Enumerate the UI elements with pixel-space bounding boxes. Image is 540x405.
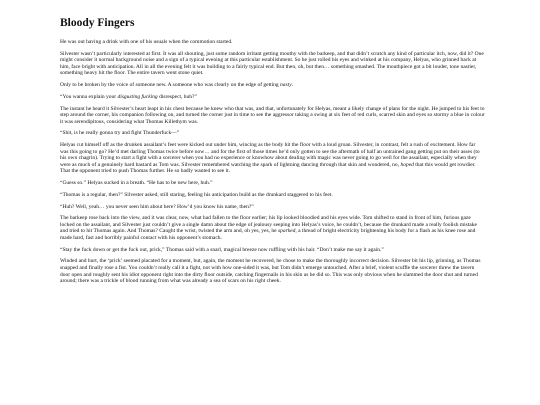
text-run: Silvester wasn’t particularly interested at first. It was all shouting, just some random irritant getting mouthy with the barkeep, and that didn’t scratch any kind of particular itch, now, did it? One might consider it normal background noise and a sign of a typical evening at this particular establishment. So he just rolled his eyes and winked at his company, Helyas, who grinned back at him, face bright with anticipation. All in all the evening felt it was building to a fairly typical end. But then, oh, but then… something smashed. The mouthpiece got a bit louder, tone nastier, something heavy hit the floor. The entire tavern went stone quiet. xyxy=(60,50,484,77)
text-run: , a thread of bright electricity brightening his body for a flash as his knee rose and made hard, fast and horribly painful contact with his opponent’s stomach. xyxy=(60,228,476,241)
emphasis-text: hoped xyxy=(400,161,414,168)
paragraph xyxy=(60,82,485,89)
text-run: “Stay the fuck down or get the fuck out, prick,” Thomas said with a snarl, magical breeze now ruffling with his hair. “Don’t make me say it again.” xyxy=(60,246,384,253)
text-run: The instant he heard it Silvester’s heart leapt in his chest because he knew who that was, and that, unfortunately for Helyas, meant a likely change of plans for the night. He jumped to his feet to step around the corner, his companion following on, and turned the corner just in time to see the aggressor taking a swing at six feet of red curls, scarred skin and eyes so stormy a blue in colour it was serendipitous, considering what Thomas Killethym was. xyxy=(60,105,485,125)
emphasis-text: disgusting fucking xyxy=(117,93,158,100)
paragraph xyxy=(60,247,485,254)
paragraph xyxy=(60,180,485,187)
document-body xyxy=(60,39,485,285)
paragraph xyxy=(60,51,485,77)
emphasis-text: nasty xyxy=(280,82,292,89)
text-run: “Huh? Well, yeah… you never seen him about here? How’d you know his name, then?” xyxy=(60,203,254,210)
text-run: “Thomas is a regular, then?” Silvester asked, still staring, feeling his anticipation build as the drunkard staggered to his feet. xyxy=(60,191,333,198)
text-run: Winded and hurt, the ‘prick’ seemed placated for a moment, but, again, the moment he recovered, he chose to make the thoroughly incorrect decision. Silvester bit his lip, grinning, as Thomas snapped and finally rose a fist. You couldn’t really call it a fight, not with how one-sided it was, but Tom didn’t emerge untouched. After a brief, violent scuffle the sorcerer threw the tavern door open and roughly sent his idiot opponent right into the dirty floor outside, catching fingernails in his skin as he did so. This was only obvious when he slammed the door shut and turned around; there was a trickle of blood running from what was already a sea of scars on his right cheek. xyxy=(60,258,481,285)
text-run: Only to be broken by the voice of someone new. A someone who was clearly on the edge of getting xyxy=(60,82,281,89)
paragraph xyxy=(60,192,485,199)
paragraph xyxy=(60,142,485,175)
text-run: that this would get rowdier. That the opponent tried to push Thomas further. He so badly wanted to see it. xyxy=(60,161,476,175)
text-run: “Guess so.” Helyas sucked in a breath. “He has to be new here, huh.” xyxy=(60,180,213,187)
text-run: The barkeep rose back into the view, and it was clear, now, what had fallen to the floor earlier; his lip looked bloodied and his eyes wide. Tom shifted to stand in front of him, furious gaze locked on the assailant, and Silvester just couldn’t give a single damn about the edge of jealousy seeping into Helyas’s voice, he couldn’t, because the drunkard made a really foolish mistake and tried to hit Thomas again. And Thomas? Caught the wrist, twisted the arm and, oh yes, yes, he xyxy=(60,215,477,235)
text-run: disrespect, huh?” xyxy=(157,93,197,100)
text-run: . xyxy=(291,82,294,89)
document-page xyxy=(60,16,485,290)
text-run: “You wanna explain your xyxy=(60,93,118,100)
paragraph xyxy=(60,39,485,46)
paragraph xyxy=(60,130,485,137)
text-run: He was out having a drink with one of his usuals when the commotion started. xyxy=(60,39,233,45)
text-run: Helyas cut himself off as the drunken assailant’s feet were kicked out under him, wincing as the body hit the floor with a loud groan. Silvester, in contrast, felt a rush of excitement. How far was this going to go? He’d met darling Thomas twice before now… and for the first of those times he’d only gotten to see the aftermath of half an untrained gang getting put on their asses (to his own chagrin). Trying to start a fight with a sorcerer when you had no experience or knowhow about dealing with magic was never going to go well for the assailant, especially when they were as much of a genuinely hard bastard as Tom was. Silvester remembered watching the spark of lightning dancing through that skin and wondered, no, xyxy=(60,142,480,168)
paragraph xyxy=(60,106,485,126)
page-title: Bloody Fingers xyxy=(60,17,135,29)
text-run: “Shit, is he really gonna try and fight Thunderfuck—” xyxy=(60,130,180,137)
paragraph xyxy=(60,204,485,211)
paragraph xyxy=(60,94,485,101)
paragraph xyxy=(60,215,485,241)
emphasis-text: sparked xyxy=(277,228,296,235)
paragraph xyxy=(60,258,485,284)
